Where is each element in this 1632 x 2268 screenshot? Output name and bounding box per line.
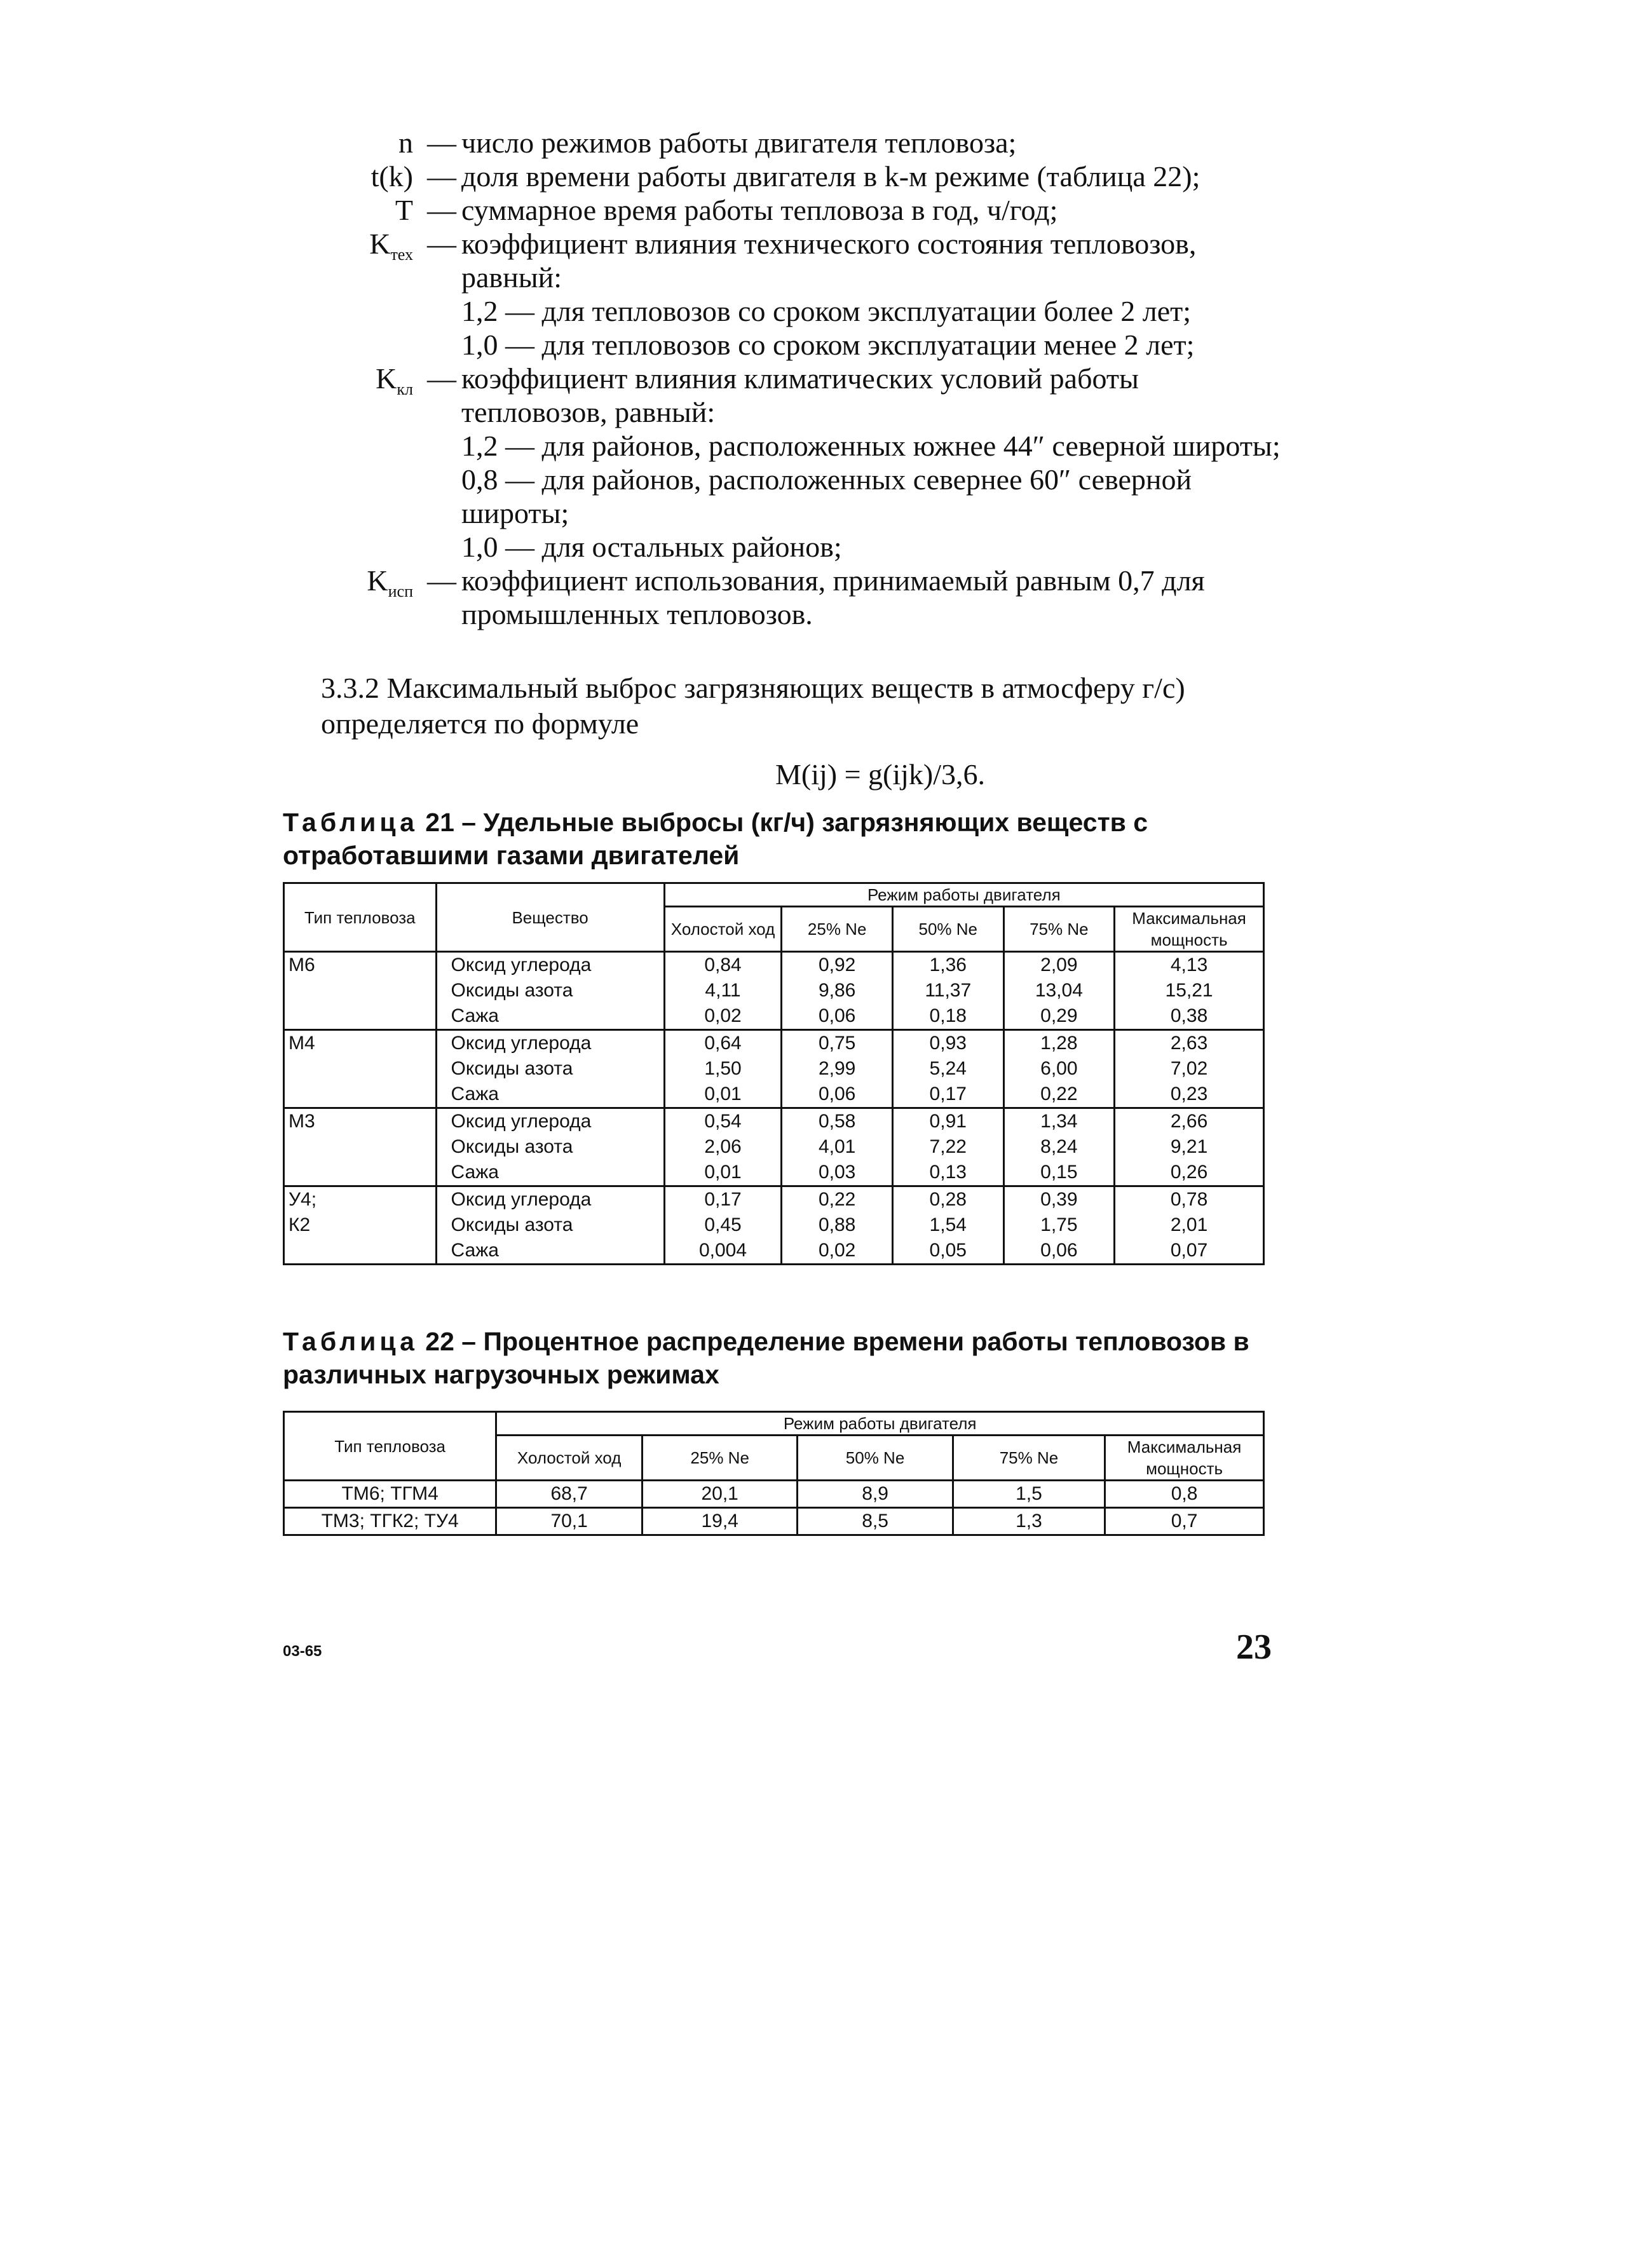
definition-text: коэффициент влияния технического состояния тепловозов, равный: — [461, 227, 1197, 294]
emission-value: 8,24 — [1040, 1136, 1078, 1157]
definition-item — [305, 328, 1284, 362]
emission-value: 0,45 — [704, 1214, 742, 1235]
definition-symbol: $K_{тех}$ — [369, 227, 413, 264]
locomotive-type-cell — [284, 1186, 437, 1265]
emission-value: 0,91 — [929, 1111, 967, 1132]
locomotive-type-cell — [284, 952, 437, 1030]
table-21-col-header: Максимальная мощность — [1115, 907, 1264, 952]
table-row — [284, 1186, 1264, 1265]
percent-value: 8,9 — [798, 1481, 953, 1508]
table-22-col-header: Холостой ход — [496, 1436, 643, 1481]
emission-value: 0,75 — [818, 1033, 856, 1054]
locomotive-type: М4 — [289, 1033, 315, 1054]
definition-symbol: t(k) — [371, 160, 413, 193]
percent-value: 0,8 — [1105, 1481, 1264, 1508]
definitions-list — [305, 126, 1284, 631]
value-cell — [782, 1108, 893, 1186]
definition-item — [305, 227, 1284, 294]
emission-value: 0,28 — [929, 1189, 967, 1210]
percent-value: 19,4 — [642, 1508, 797, 1535]
definition-text: 1,2 — для районов, расположенных южнее 44″ северной широты; — [461, 430, 1281, 462]
emission-value: 13,04 — [1035, 980, 1083, 1001]
substance-name: Сажа — [451, 1240, 499, 1261]
substance-cell — [436, 952, 664, 1030]
emission-value: 2,09 — [1040, 954, 1078, 975]
definition-item — [305, 126, 1284, 160]
substance-name: Оксид углерода — [451, 1033, 592, 1054]
emission-value: 0,17 — [704, 1189, 742, 1210]
definition-symbol-subscript: тех — [390, 245, 413, 264]
table-22-col-header: 75% Ne — [953, 1436, 1105, 1481]
emission-value: 0,13 — [929, 1162, 967, 1183]
percent-value: 70,1 — [496, 1508, 643, 1535]
definition-text: коэффициент использования, принимаемый равным 0,7 для промышленных тепловозов. — [461, 564, 1205, 630]
locomotive-type-cell: ТМ3; ТГК2; ТУ4 — [284, 1508, 496, 1535]
table-22-header-type: Тип тепловоза — [284, 1412, 496, 1481]
table-21-header-substance: Вещество — [436, 883, 664, 952]
emission-value: 0,84 — [704, 954, 742, 975]
emission-value: 0,64 — [704, 1033, 742, 1054]
definition-item — [305, 160, 1284, 193]
table-22-col-header: Максимальная мощность — [1105, 1436, 1264, 1481]
definition-text: суммарное время работы тепловоза в год, ч/год; — [461, 194, 1058, 226]
value-cell — [1003, 1030, 1115, 1108]
percent-value: 20,1 — [642, 1481, 797, 1508]
emission-value: 0,01 — [704, 1083, 742, 1104]
percent-value: 1,5 — [953, 1481, 1105, 1508]
emission-value: 0,15 — [1040, 1162, 1078, 1183]
footer-code: 03-65 — [283, 1643, 322, 1660]
emission-value: 11,37 — [925, 980, 972, 1001]
emission-value: 0,58 — [818, 1111, 856, 1132]
value-cell — [664, 1186, 782, 1265]
definition-item — [305, 463, 1284, 530]
definition-symbol — [305, 429, 422, 463]
value-cell — [892, 1186, 1003, 1265]
emission-value: 2,66 — [1170, 1111, 1208, 1132]
table-21-caption-text: 21 – Удельные выбросы (кг/ч) загрязняющих веществ с отработавшими газами двигателей — [283, 808, 1148, 870]
definition-symbol-subscript: кл — [397, 380, 413, 399]
value-cell — [892, 1108, 1003, 1186]
emission-value: 2,01 — [1170, 1214, 1208, 1235]
section-3-3-2-paragraph: 3.3.2 Максимальный выброс загрязняющих веществ в атмосферу г/с) определяется по формуле — [321, 672, 1185, 740]
definition-text: коэффициент влияния климатических условий работы тепловозов, равный: — [461, 362, 1139, 428]
emission-value: 5,24 — [929, 1058, 967, 1079]
locomotive-type-cell: ТМ6; ТГМ4 — [284, 1481, 496, 1508]
table-21-col-header: 50% Ne — [892, 907, 1003, 952]
emission-value: 0,03 — [818, 1162, 856, 1183]
percent-value: 0,7 — [1105, 1508, 1264, 1535]
emission-value: 1,54 — [929, 1214, 967, 1235]
substance-name: Оксид углерода — [451, 1111, 592, 1132]
table-22-label: Таблица — [283, 1327, 418, 1356]
locomotive-type-cell — [284, 1030, 437, 1108]
percent-value: 8,5 — [798, 1508, 953, 1535]
definition-text: число режимов работы двигателя тепловоза; — [461, 126, 1017, 159]
definition-text: 1,0 — для остальных районов; — [461, 531, 842, 563]
substance-name: Оксиды азота — [451, 980, 573, 1001]
value-cell — [782, 952, 893, 1030]
definition-item — [305, 530, 1284, 564]
emission-value: 0,18 — [929, 1005, 967, 1026]
definition-dash — [422, 429, 461, 463]
value-cell — [664, 1030, 782, 1108]
emission-value: 4,11 — [705, 980, 741, 1001]
value-cell — [782, 1186, 893, 1265]
definition-item — [305, 429, 1284, 463]
table-22-caption-text: 22 – Процентное распределение времени работы тепловозов в различных нагрузочных режимах — [283, 1327, 1249, 1389]
emission-value: 0,22 — [1040, 1083, 1078, 1104]
definition-symbol: $K_{кл}$ — [376, 362, 413, 399]
emission-value: 1,50 — [704, 1058, 742, 1079]
emission-value: 0,93 — [929, 1033, 967, 1054]
value-cell — [892, 952, 1003, 1030]
percent-value: 1,3 — [953, 1508, 1105, 1535]
definition-dash: — — [427, 227, 456, 260]
emission-value: 0,78 — [1170, 1189, 1208, 1210]
table-21-col-header: 75% Ne — [1003, 907, 1115, 952]
definition-symbol — [305, 294, 422, 328]
definition-dash: — — [427, 160, 456, 193]
table-row — [284, 952, 1264, 1030]
emission-value: 0,004 — [698, 1240, 747, 1261]
emission-value: 0,06 — [818, 1083, 856, 1104]
definition-dash — [422, 328, 461, 362]
value-cell — [1115, 952, 1264, 1030]
table-row — [284, 1108, 1264, 1186]
definition-dash: — — [427, 194, 456, 226]
value-cell — [664, 952, 782, 1030]
locomotive-type: К2 — [289, 1214, 311, 1235]
emission-value: 1,36 — [929, 954, 967, 975]
definition-item — [305, 362, 1284, 429]
emission-value: 0,23 — [1170, 1083, 1208, 1104]
emission-value: 15,21 — [1165, 980, 1213, 1001]
definition-text: 1,2 — для тепловозов со сроком эксплуатации более 2 лет; — [461, 295, 1192, 327]
substance-name: Оксид углерода — [451, 1189, 592, 1210]
definition-item — [305, 193, 1284, 227]
emission-value: 1,28 — [1040, 1033, 1078, 1054]
value-cell — [1115, 1186, 1264, 1265]
emission-value: 0,39 — [1040, 1189, 1078, 1210]
locomotive-type: М3 — [289, 1111, 315, 1132]
substance-cell — [436, 1108, 664, 1186]
table-21-label: Таблица — [283, 808, 418, 837]
definition-text: 1,0 — для тепловозов со сроком эксплуатации менее 2 лет; — [461, 329, 1195, 361]
table-row — [284, 1481, 1264, 1508]
substance-name: Оксиды азота — [451, 1136, 573, 1157]
page-number: 23 — [1236, 1627, 1272, 1667]
emission-value: 0,02 — [704, 1005, 742, 1026]
emission-value: 1,34 — [1040, 1111, 1078, 1132]
emission-value: 0,01 — [704, 1162, 742, 1183]
table-22-header-mode: Режим работы двигателя — [496, 1412, 1264, 1436]
substance-cell — [436, 1030, 664, 1108]
emission-value: 0,29 — [1040, 1005, 1078, 1026]
table-22-caption — [283, 1325, 1312, 1391]
definition-item — [305, 564, 1284, 631]
substance-cell — [436, 1186, 664, 1265]
value-cell — [782, 1030, 893, 1108]
emission-value: 7,02 — [1170, 1058, 1208, 1079]
substance-name: Сажа — [451, 1005, 499, 1026]
table-21-header-type: Тип тепловоза — [284, 883, 437, 952]
emission-value: 9,21 — [1170, 1136, 1208, 1157]
substance-name: Сажа — [451, 1083, 499, 1104]
emission-value: 0,02 — [818, 1240, 856, 1261]
substance-name: Оксид углерода — [451, 954, 592, 975]
table-21-col-header: 25% Ne — [782, 907, 893, 952]
definition-symbol — [305, 328, 422, 362]
table-row — [284, 1030, 1264, 1108]
substance-name: Сажа — [451, 1162, 499, 1183]
emission-value: 2,06 — [704, 1136, 742, 1157]
substance-name: Оксиды азота — [451, 1214, 573, 1235]
definition-symbol: n — [398, 126, 413, 159]
table-22 — [283, 1411, 1265, 1536]
emission-value: 0,38 — [1170, 1005, 1208, 1026]
locomotive-type: М6 — [289, 954, 315, 975]
value-cell — [1003, 1108, 1115, 1186]
table-21-caption — [283, 806, 1312, 872]
emission-value: 0,07 — [1170, 1240, 1208, 1261]
definition-item — [305, 294, 1284, 328]
value-cell — [1115, 1030, 1264, 1108]
emission-value: 2,99 — [818, 1058, 856, 1079]
value-cell — [1003, 1186, 1115, 1265]
emission-value: 0,06 — [1040, 1240, 1078, 1261]
value-cell — [664, 1108, 782, 1186]
definition-symbol — [305, 530, 422, 564]
definition-text: доля времени работы двигателя в k-м режиме (таблица 22); — [461, 160, 1200, 193]
definition-text: 0,8 — для районов, расположенных севернее 60″ северной широты; — [461, 463, 1192, 529]
formula: M(ij) = g(ijk)/3,6. — [775, 758, 986, 791]
definition-symbol: T — [395, 194, 413, 226]
table-21 — [283, 882, 1265, 1265]
locomotive-type-cell — [284, 1108, 437, 1186]
value-cell — [892, 1030, 1003, 1108]
substance-name: Оксиды азота — [451, 1058, 573, 1079]
definition-symbol — [305, 463, 422, 530]
table-22-col-header: 25% Ne — [642, 1436, 797, 1481]
emission-value: 0,22 — [818, 1189, 856, 1210]
definition-dash — [422, 463, 461, 530]
table-21-header-mode: Режим работы двигателя — [664, 883, 1263, 907]
table-21-col-header: Холостой ход — [664, 907, 782, 952]
emission-value: 7,22 — [929, 1136, 967, 1157]
emission-value: 0,26 — [1170, 1162, 1208, 1183]
emission-value: 0,54 — [704, 1111, 742, 1132]
emission-value: 9,86 — [818, 980, 856, 1001]
emission-value: 4,01 — [818, 1136, 856, 1157]
locomotive-type: У4; — [289, 1189, 317, 1210]
emission-value: 0,92 — [818, 954, 856, 975]
definition-dash: — — [427, 362, 456, 395]
emission-value: 2,63 — [1170, 1033, 1208, 1054]
emission-value: 0,17 — [929, 1083, 967, 1104]
emission-value: 6,00 — [1040, 1058, 1078, 1079]
definition-dash — [422, 530, 461, 564]
percent-value: 68,7 — [496, 1481, 643, 1508]
definition-dash — [422, 294, 461, 328]
emission-value: 0,06 — [818, 1005, 856, 1026]
emission-value: 0,05 — [929, 1240, 967, 1261]
definition-dash: — — [427, 564, 456, 597]
value-cell — [1003, 952, 1115, 1030]
definition-dash: — — [427, 126, 456, 159]
definition-symbol: $K_{исп}$ — [367, 564, 413, 601]
value-cell — [1115, 1108, 1264, 1186]
table-row — [284, 1508, 1264, 1535]
emission-value: 0,88 — [818, 1214, 856, 1235]
definition-symbol-subscript: исп — [388, 582, 413, 601]
emission-value: 1,75 — [1040, 1214, 1078, 1235]
table-22-col-header: 50% Ne — [798, 1436, 953, 1481]
emission-value: 4,13 — [1170, 954, 1208, 975]
